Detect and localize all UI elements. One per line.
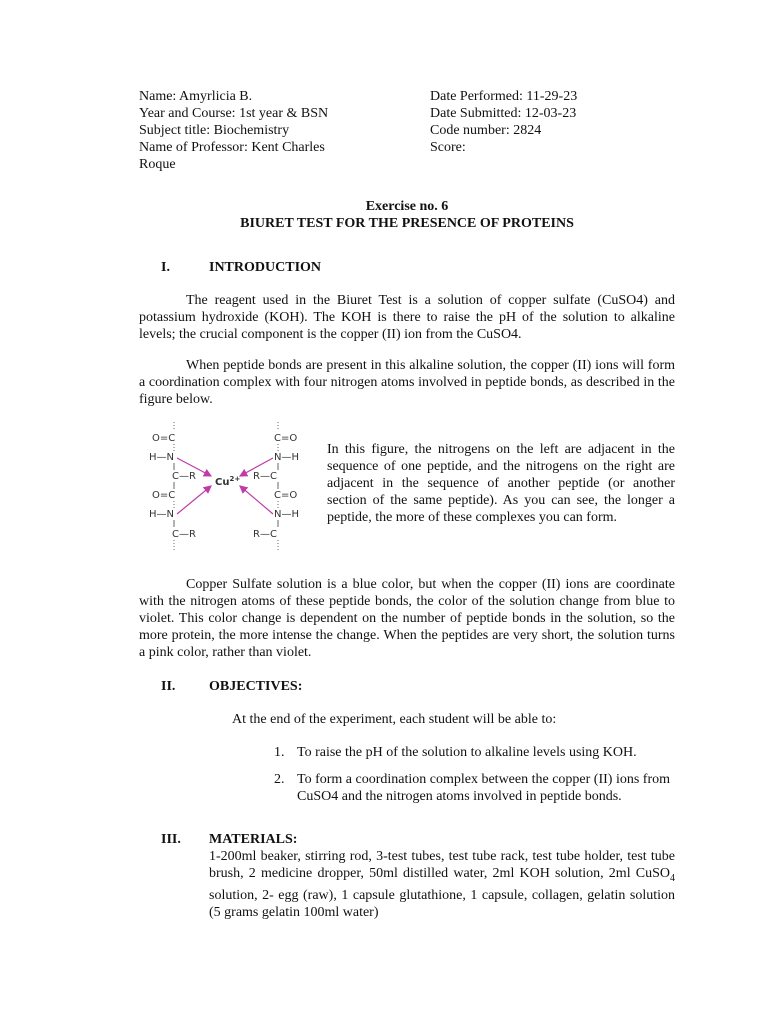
biuret-complex-figure bbox=[143, 420, 313, 552]
section-3-number: III. bbox=[161, 832, 181, 847]
intro-paragraph-1: The reagent used in the Biuret Test is a solution of copper sulfate (CuSO4) and potassium hydroxide (KOH). The KOH is there to raise the pH of the solution to alkaline levels; the crucial component is the copper (II) ion from the CuSO4. bbox=[139, 293, 675, 342]
name-line: Name: Amyrlicia B. bbox=[139, 89, 253, 104]
right-carbonyl-2: C=O bbox=[274, 490, 298, 501]
copper-ion-label: $Cu^{2+}$ bbox=[215, 475, 241, 488]
right-amine-2: N—H bbox=[274, 509, 299, 520]
left-carbonyl-2: O=C bbox=[152, 490, 176, 501]
objectives-list bbox=[274, 744, 679, 824]
right-sidechain-1: R—C bbox=[253, 471, 277, 482]
section-2-heading: OBJECTIVES: bbox=[209, 679, 303, 694]
score: Score: bbox=[430, 140, 466, 155]
figure-caption: In this figure, the nitrogens on the left are adjacent in the sequence of one peptide, and the nitrogens on the right are adjacent in the sequence of another peptide (or another section of the same peptide). As you can see, the longer a peptide, the more of these complexes you can form. bbox=[327, 442, 675, 525]
section-1-heading: INTRODUCTION bbox=[209, 260, 322, 275]
objective-item: 1. To raise the pH of the solution to alkaline levels using KOH. bbox=[274, 745, 637, 760]
course-line: Year and Course: 1st year & BSN bbox=[139, 106, 329, 121]
header-left bbox=[139, 88, 379, 173]
left-sidechain-2: C—R bbox=[172, 529, 196, 540]
left-sidechain-1: C—R bbox=[172, 471, 196, 482]
date-performed: Date Performed: 11-29-23 bbox=[430, 89, 578, 104]
objectives-lead: At the end of the experiment, each student will be able to: bbox=[232, 712, 557, 727]
right-carbonyl-1: C=O bbox=[274, 433, 298, 444]
right-amine-1: N—H bbox=[274, 452, 299, 463]
section-2-number: II. bbox=[161, 679, 176, 694]
left-amine-2: H—N bbox=[149, 509, 174, 520]
exercise-number: Exercise no. 6 bbox=[365, 199, 449, 214]
intro-paragraph-3: Copper Sulfate solution is a blue color, but when the copper (II) ions are coordinate with the nitrogen atoms of these peptide bonds, the color of the solution change from blue to violet. This color change is dependent on the number of peptide bonds in the solution, so the more protein, the more intense the change. When the peptides are very short, the solution turns a pink color, rather than violet. bbox=[139, 577, 675, 660]
right-sidechain-2: R—C bbox=[253, 529, 277, 540]
objective-item: 2. To form a coordination complex between the copper (II) ions from CuSO4 and the nitrogen atoms involved in peptide bonds. bbox=[274, 772, 671, 804]
intro-paragraph-2: When peptide bonds are present in this alkaline solution, the copper (II) ions will form a coordination complex with four nitrogen atoms involved in peptide bonds, as described in the figure below. bbox=[139, 358, 675, 407]
section-3-heading: MATERIALS: bbox=[209, 832, 298, 847]
page-title: BIURET TEST FOR THE PRESENCE OF PROTEINS bbox=[240, 216, 574, 231]
date-submitted: Date Submitted: 12-03-23 bbox=[430, 106, 577, 121]
professor-line-cont: Roque bbox=[139, 157, 176, 172]
subject-line: Subject title: Biochemistry bbox=[139, 123, 290, 138]
materials-text: 1-200ml beaker, stirring rod, 3-test tubes, test tube rack, test tube holder, test tube brush, 2 medicine dropper, 50ml distilled water, 2ml KOH solution, 2ml CuSO$_4$ solution, 2- egg (raw), 1 capsule glutathione, 1 capsule, collagen, gelatin solution (5 grams gelatin 100ml water) bbox=[209, 849, 675, 920]
left-carbonyl-1: O=C bbox=[152, 433, 176, 444]
professor-line: Name of Professor: Kent Charles bbox=[139, 140, 325, 155]
code-number: Code number: 2824 bbox=[430, 123, 542, 138]
section-1-number: I. bbox=[161, 260, 170, 275]
header-right bbox=[430, 88, 650, 156]
left-amine-1: H—N bbox=[149, 452, 174, 463]
complex-diagram bbox=[143, 420, 313, 552]
